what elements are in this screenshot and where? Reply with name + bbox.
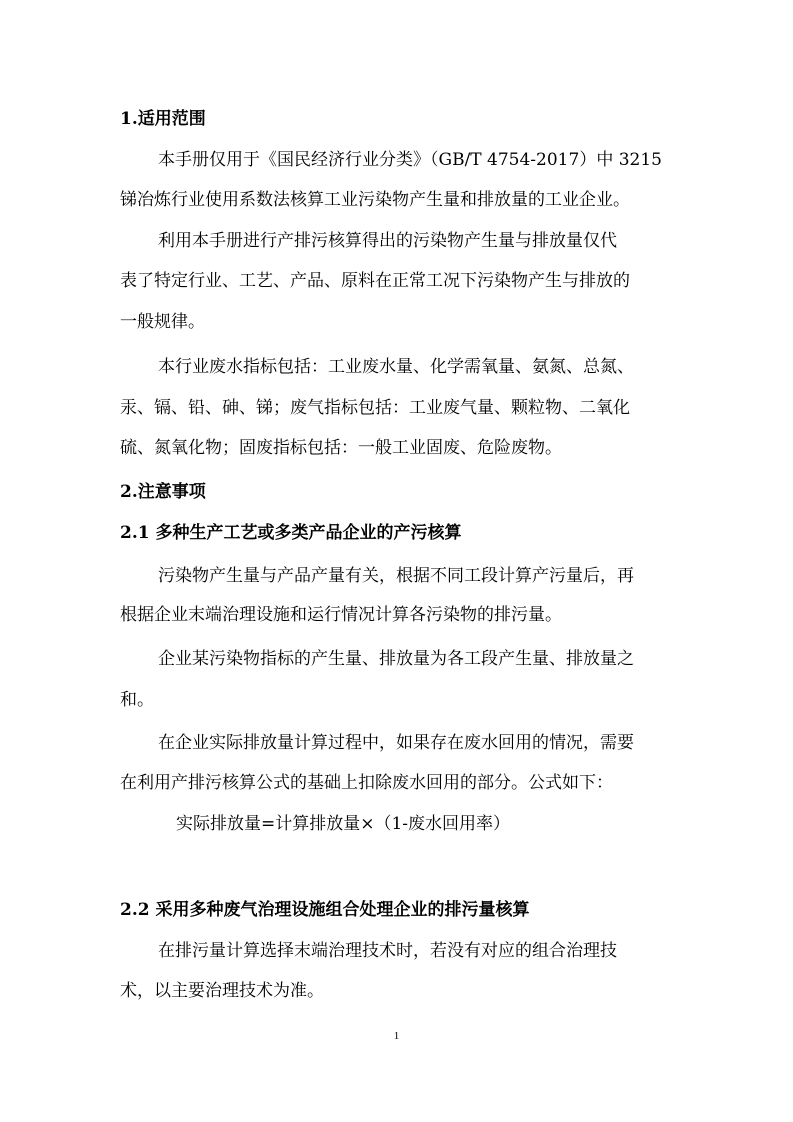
paragraph-line: 在企业实际排放量计算过程中，如果存在废水回用的情况，需要 bbox=[158, 733, 634, 753]
paragraph-line: 企业某污染物指标的产生量、排放量为各工段产生量、排放量之 bbox=[158, 649, 634, 669]
page-number: 1 bbox=[393, 1030, 400, 1042]
paragraph-line: 本行业废水指标包括：工业废水量、化学需氧量、氨氮、总氮、 bbox=[158, 357, 634, 377]
paragraph-line: 锑冶炼行业使用系数法核算工业污染物产生量和排放量的工业企业。 bbox=[120, 190, 630, 210]
paragraph-line: 术，以主要治理技术为准。 bbox=[120, 981, 324, 1001]
paragraph-line: 在排污量计算选择末端治理技术时，若没有对应的组合治理技 bbox=[158, 941, 617, 961]
section-1-heading: 1.适用范围 bbox=[120, 109, 206, 129]
paragraph-line: 一般规律。 bbox=[120, 312, 205, 332]
paragraph-line: 污染物产生量与产品产量有关，根据不同工段计算产污量后，再 bbox=[158, 566, 634, 586]
paragraph-line: 本手册仅用于《国民经济行业分类》（GB/T 4754-2017）中 3215 bbox=[158, 150, 662, 170]
paragraph-line: 在利用产排污核算公式的基础上扣除废水回用的部分。公式如下： bbox=[120, 773, 613, 793]
paragraph-line: 和。 bbox=[120, 690, 154, 710]
paragraph-line: 硫、氮氧化物；固废指标包括：一般工业固废、危险废物。 bbox=[120, 438, 562, 458]
section-2-2-heading: 2.2 采用多种废气治理设施组合处理企业的排污量核算 bbox=[120, 900, 530, 920]
paragraph-line: 利用本手册进行产排污核算得出的污染物产生量与排放量仅代 bbox=[158, 231, 617, 251]
paragraph-line: 表了特定行业、工艺、产品、原料在正常工况下污染物产生与排放的 bbox=[120, 271, 630, 291]
paragraph-line: 汞、镉、铅、砷、锑；废气指标包括：工业废气量、颗粒物、二氧化 bbox=[120, 398, 630, 418]
paragraph-line: 根据企业末端治理设施和运行情况计算各污染物的排污量。 bbox=[120, 605, 562, 625]
section-2-1-heading: 2.1 多种生产工艺或多类产品企业的产污核算 bbox=[120, 523, 462, 543]
section-2-heading: 2.注意事项 bbox=[120, 482, 206, 502]
formula-line: 实际排放量=计算排放量×（1-废水回用率） bbox=[176, 814, 511, 834]
